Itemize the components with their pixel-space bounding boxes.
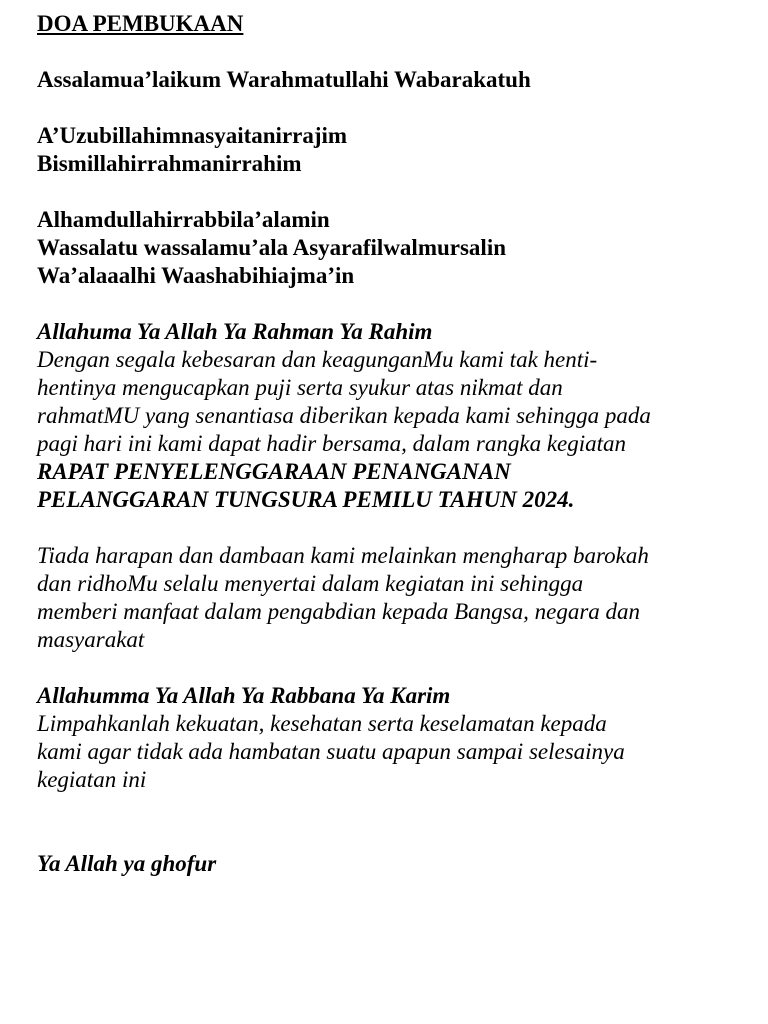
prayer-paragraph-3 xyxy=(37,682,737,794)
document-page xyxy=(37,10,737,878)
paragraph-line: kami agar tidak ada hambatan suatu apapun sampai selesainya xyxy=(37,739,625,764)
paragraph-line: dan ridhoMu selalu menyertai dalam kegiatan ini sehingga xyxy=(37,571,584,596)
spacer xyxy=(37,514,737,542)
paragraph-line: kegiatan ini xyxy=(37,767,147,792)
spacer xyxy=(37,654,737,682)
hamdalah-block xyxy=(37,206,737,290)
event-name-line: RAPAT PENYELENGGARAAN PENANGANAN xyxy=(37,459,511,484)
spacer xyxy=(37,38,737,66)
hamdalah-line: Wassalatu wassalamu’ala Asyarafilwalmursalin xyxy=(37,235,506,260)
taawudz-line: A’Uzubillahimnasyaitanirrajim xyxy=(37,123,348,148)
paragraph-line: hentinya mengucapkan puji serta syukur atas nikmat dan xyxy=(37,375,563,400)
prayer-paragraph-1 xyxy=(37,318,737,514)
spacer xyxy=(37,94,737,122)
paragraph-line: memberi manfaat dalam pengabdian kepada Bangsa, negara dan xyxy=(37,599,641,624)
paragraph-line: Tiada harapan dan dambaan kami melainkan mengharap barokah xyxy=(37,543,649,568)
document-title: DOA PEMBUKAAN xyxy=(37,11,244,36)
salam-line: Assalamua’laikum Warahmatullahi Wabarakatuh xyxy=(37,67,531,92)
closing-line: Ya Allah ya ghofur xyxy=(37,851,217,876)
paragraph-heading: Allahumma Ya Allah Ya Rabbana Ya Karim xyxy=(37,683,451,708)
paragraph-line: masyarakat xyxy=(37,627,145,652)
paragraph-line: Limpahkanlah kekuatan, kesehatan serta keselamatan kepada xyxy=(37,711,607,736)
hamdalah-line: Wa’alaaalhi Waashabihiajma’in xyxy=(37,263,355,288)
paragraph-line: rahmatMU yang senantiasa diberikan kepada kami sehingga pada xyxy=(37,403,651,428)
prayer-paragraph-2 xyxy=(37,542,737,654)
spacer xyxy=(37,290,737,318)
paragraph-heading: Allahuma Ya Allah Ya Rahman Ya Rahim xyxy=(37,319,433,344)
spacer xyxy=(37,794,737,850)
spacer xyxy=(37,178,737,206)
basmalah-line: Bismillahirrahmanirrahim xyxy=(37,151,302,176)
paragraph-line: Dengan segala kebesaran dan keagunganMu kami tak henti- xyxy=(37,347,598,372)
hamdalah-line: Alhamdullahirrabbila’alamin xyxy=(37,207,330,232)
paragraph-line: pagi hari ini kami dapat hadir bersama, dalam rangka kegiatan xyxy=(37,431,627,456)
event-name-line: PELANGGARAN TUNGSURA PEMILU TAHUN 2024. xyxy=(37,487,575,512)
